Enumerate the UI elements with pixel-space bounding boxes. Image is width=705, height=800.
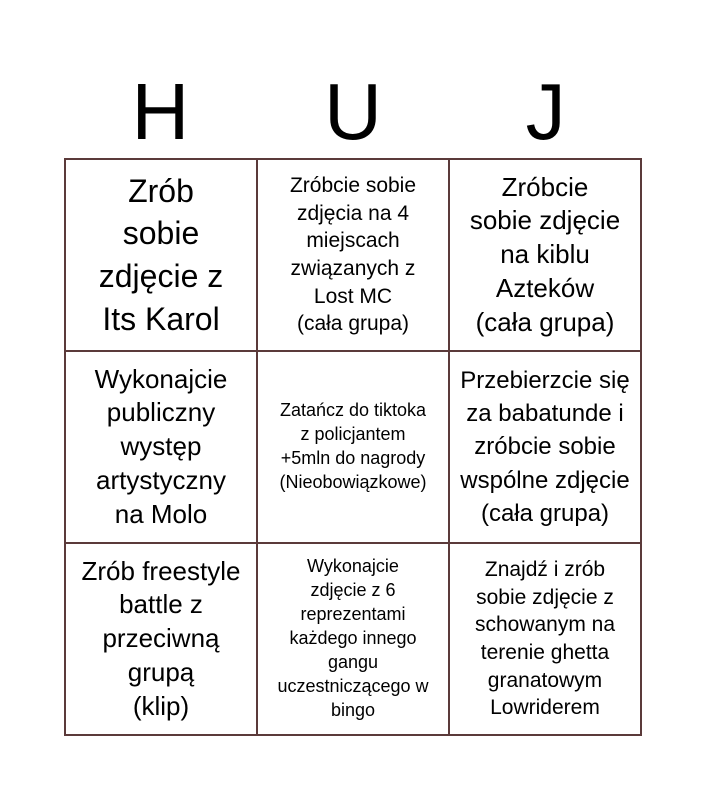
- bingo-cell-7[interactable]: Zrób freestyle battle z przeciwną grupą (klip): [66, 544, 258, 736]
- bingo-cell-2[interactable]: Zróbcie sobie zdjęcia na 4 miejscach związanych z Lost MC (cała grupa): [258, 160, 450, 352]
- header-letter-h: H: [131, 67, 190, 156]
- bingo-cell-4[interactable]: Wykonajcie publiczny występ artystyczny na Molo: [66, 352, 258, 544]
- bingo-cell-6[interactable]: Przebierzcie się za babatunde i zróbcie sobie wspólne zdjęcie (cała grupa): [450, 352, 642, 544]
- bingo-board: [64, 158, 642, 736]
- bingo-cell-8[interactable]: Wykonajcie zdjęcie z 6 reprezentami każdego innego gangu uczestniczącego w bingo: [258, 544, 450, 736]
- bingo-cell-5[interactable]: Zatańcz do tiktoka z policjantem +5mln do nagrody (Nieobowiązkowe): [258, 352, 450, 544]
- bingo-header: [64, 66, 642, 158]
- bingo-cell-1[interactable]: Zrób sobie zdjęcie z Its Karol: [66, 160, 258, 352]
- bingo-cell-9[interactable]: Znajdź i zrób sobie zdjęcie z schowanym na terenie ghetta granatowym Lowriderem: [450, 544, 642, 736]
- header-letter-j: J: [525, 67, 566, 156]
- bingo-cell-3[interactable]: Zróbcie sobie zdjęcie na kiblu Azteków (cała grupa): [450, 160, 642, 352]
- header-letter-u: U: [324, 67, 382, 156]
